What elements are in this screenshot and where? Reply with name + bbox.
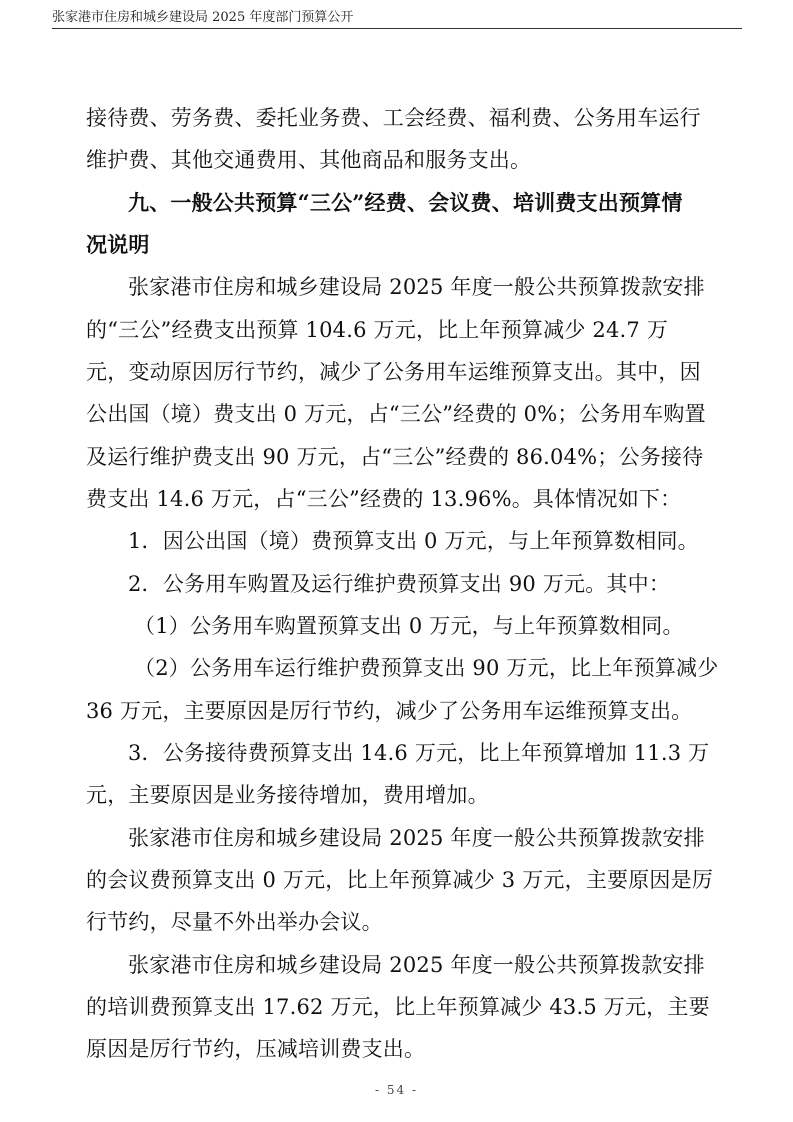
- page-number: - 54 -: [374, 1083, 418, 1097]
- paragraph-line: 的会议费预算支出 0 万元，比上年预算减少 3 万元，主要原因是厉: [86, 868, 714, 892]
- page-header: 张家港市住房和城乡建设局 2025 年度部门预算公开: [52, 8, 742, 29]
- paragraph-line: 及运行维护费支出 90 万元，占“三公”经费的 86.04%；公务接待: [86, 445, 704, 469]
- paragraph-line: 元，变动原因厉行节约，减少了公务用车运维预算支出。其中，因: [86, 360, 701, 384]
- sub-list-item: （2）公务用车运行维护费预算支出 90 万元，比上年预算减少: [134, 656, 719, 680]
- paragraph-line: 张家港市住房和城乡建设局 2025 年度一般公共预算拨款安排: [128, 826, 705, 850]
- paragraph-line: 的培训费预算支出 17.62 万元，比上年预算减少 43.5 万元，主要: [86, 995, 710, 1019]
- list-item: 1．因公出国（境）费预算支出 0 万元，与上年预算数相同。: [128, 529, 699, 553]
- paragraph-line: 的“三公”经费支出预算 104.6 万元，比上年预算减少 24.7 万: [86, 318, 669, 342]
- paragraph-line: 36 万元，主要原因是厉行节约，减少了公务用车运维预算支出。: [86, 699, 693, 723]
- paragraph-line: 张家港市住房和城乡建设局 2025 年度一般公共预算拨款安排: [128, 953, 705, 977]
- paragraph-line: 公出国（境）费支出 0 万元，占“三公”经费的 0%；公务用车购置: [86, 402, 706, 426]
- list-item: 3．公务接待费预算支出 14.6 万元，比上年预算增加 11.3 万: [128, 741, 710, 765]
- list-item: 2．公务用车购置及运行维护费预算支出 90 万元。其中：: [128, 572, 671, 596]
- paragraph-line: 张家港市住房和城乡建设局 2025 年度一般公共预算拨款安排: [128, 275, 705, 299]
- paragraph-line: 行节约，尽量不外出举办会议。: [86, 910, 383, 934]
- paragraph-line: 费支出 14.6 万元，占“三公”经费的 13.96%。具体情况如下：: [86, 487, 682, 511]
- section-heading: 况说明: [86, 232, 150, 257]
- sub-list-item: （1）公务用车购置预算支出 0 万元，与上年预算数相同。: [134, 614, 684, 638]
- section-heading: 九、一般公共预算“三公”经费、会议费、培训费支出预算情: [128, 190, 683, 215]
- paragraph-line: 接待费、劳务费、委托业务费、工会经费、福利费、公务用车运行: [86, 106, 701, 130]
- paragraph-line: 元，主要原因是业务接待增加，费用增加。: [86, 783, 489, 807]
- paragraph-line: 原因是厉行节约，压减培训费支出。: [86, 1037, 426, 1061]
- paragraph-line: 维护费、其他交通费用、其他商品和服务支出。: [86, 148, 532, 172]
